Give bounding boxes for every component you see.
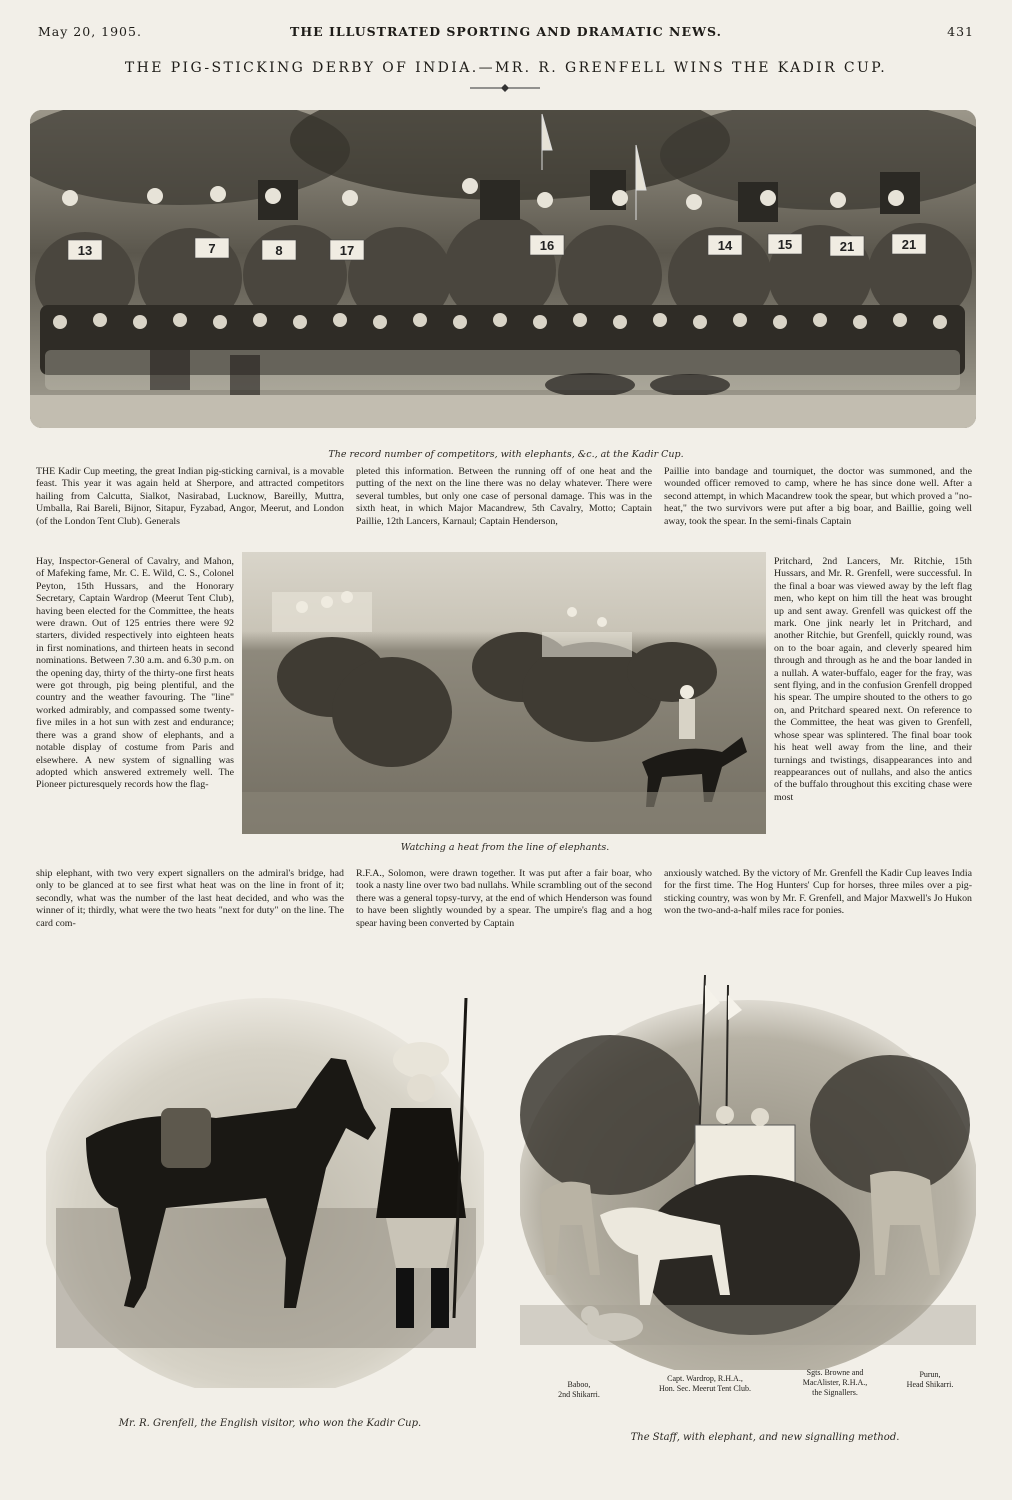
label-line: Head Shikarri. (906, 1380, 954, 1389)
article-col2-top (356, 466, 652, 552)
label-line: Capt. Wardrop, R.H.A., (667, 1374, 743, 1383)
article-text: Pritchard, 2nd Lancers, Mr. Ritchie, 15th Hussars, and Mr. R. Grenfell, were successful. In the final a boar was viewed away by the left flag men, who kept on him till the heat was brought up and sent away. Grenfell was quickest off the mark. One jink nearly let in Pritchard, and another Ritchie, but Grenfell, quickly round, was on to the boar again, and cleverly speared him through and through as he and the boar landed in a nullah. A water-buffalo, eager for the fray, was sent flying, and in the confusion Grenfell dropped his spear. The umpire shouted to the others to go on, and Pritchard speared next. On reference to the Committee, the heat was given to Grenfell, whose spear was splintered. The final boar took his heat well away from the line, and their turnings and twistings, disappearances into and reappearances out of nullahs, and also the antics of the buffalo throughout this exciting chase were most (774, 556, 972, 803)
plaque-number: 16 (539, 238, 555, 253)
article-text: Paillie into bandage and tourniquet, the doctor was summoned, and the wounded officer removed to camp, where he has since done well. After a second attempt, in which Macandrew took the spear, but which proved a "no-heat," the two survivors were put after a big boar, and Baillie, going well away, took the spear. In the semi-finals Captain (664, 466, 972, 527)
title-ornament (470, 84, 540, 92)
staff-label-signallers (780, 1368, 890, 1398)
label-line: Baboo, (567, 1380, 591, 1389)
label-line: Purun, (919, 1370, 941, 1379)
article-text: anxiously watched. By the victory of Mr. Grenfell the Kadir Cup leaves India for the first time. The Hog Hunters' Cup for horses, three miles over a pig-sticking country, was won by Mr. F. Grenfell, and Major Maxwell's Jo Hukon won the two-and-a-half miles race for ponies. (664, 868, 972, 917)
staff-label-baboo (544, 1380, 614, 1400)
plaque-number: 8 (275, 243, 283, 258)
staff-label-wardrop (630, 1374, 780, 1394)
publication-name: THE ILLUSTRATED SPORTING AND DRAMATIC NEWS. (290, 24, 722, 39)
plaque-number: 13 (77, 243, 93, 258)
plaque-number: 14 (717, 238, 733, 253)
plaque-number: 7 (208, 241, 216, 256)
label-line: Sgts. Browne and (806, 1368, 864, 1377)
issue-date: May 20, 1905. (38, 24, 142, 39)
top-photo-caption: The record number of competitors, with elephants, &c., at the Kadir Cup. (328, 449, 684, 460)
article-col1-narrow (36, 556, 234, 868)
bottom-right-caption: The Staff, with elephant, and new signalling method. (630, 1432, 900, 1443)
middle-photo-caption: Watching a heat from the line of elephants. (400, 842, 610, 853)
plaque-number: 21 (839, 239, 855, 254)
plaque-number: 15 (777, 237, 793, 252)
bottom-left-caption: Mr. R. Grenfell, the English visitor, who won the Kadir Cup. (118, 1418, 422, 1429)
article-col3-bottom (664, 868, 972, 948)
plaque-number: 21 (901, 237, 917, 252)
plaque-number: 17 (339, 243, 355, 258)
article-title: THE PIG-STICKING DERBY OF INDIA.—MR. R. GRENFELL WINS THE KADIR CUP. (124, 60, 888, 76)
article-text: THE Kadir Cup meeting, the great Indian pig-sticking carnival, is a movable feast. This year it was again held at Sherpore, and attracted competitors hailing from Calcutta, Sialkot, Nasirabad, Lucknow, Bareilly, Muttra, Umballa, Rai Bareli, Bijnor, Sitapur, Fyzabad, Angor, Meerut, and London (of the London Tent Club). Generals (36, 466, 344, 527)
page-header (38, 24, 974, 46)
heat-photo-elephant-line (242, 552, 766, 834)
grenfell-horse-photo (46, 968, 484, 1388)
label-line: Hon. Sec. Meerut Tent Club. (659, 1384, 751, 1393)
group-photo-elephants (30, 110, 976, 428)
article-text: pleted this information. Between the running off of one heat and the putting of the next on the line there was no delay whatever. There were several tumbles, but only one case of personal damage. This was in the sixth heat, in which Major Macandrew, 5th Cavalry, Motto; Captain Paillie, 12th Lancers, Karnaul; Captain Henderson, (356, 466, 652, 527)
staff-photo (520, 975, 976, 1370)
article-col2-bottom (356, 868, 652, 948)
article-text: ship elephant, with two very expert signallers on the admiral's bridge, had only to be glanced at to see first what heat was on the line in front of it; secondly, what was the number of the last heat decided, and who was the winner of it; thirdly, what were the two heats "next for duty" on the line. The card com- (36, 868, 344, 929)
label-line: the Signallers. (812, 1388, 858, 1397)
article-col3-top (664, 466, 972, 552)
article-col1-bottom (36, 868, 344, 948)
staff-label-purun (890, 1370, 970, 1390)
article-col1-top (36, 466, 344, 552)
article-text: Hay, Inspector-General of Cavalry, and Mahon, of Mafeking fame, Mr. C. E. Wild, C. S., Colonel Peyton, 15th Hussars, and the Honorary Secretary, Captain Wardrop (Meerut Tent Club), having been elected for the Committee, the heats were drawn. Out of 125 entries there were 92 starters, divided respectively into eighteen heats in first nominations, and thirteen heats in second nominations. Between 7.30 a.m. and 6.30 p.m. on the opening day, thirty of the thirty-one first heats were got through, pig being plentiful, and the country and the weather favouring. The "line" worked admirably, and compassed some twenty-five miles in a hot sun with zest and endurance; there was a grand show of elephants, and a notable display of costume from Paris and elsewhere. A new system of signalling was adopted which answered extremely well. The Pioneer picturesquely records how the flag- (36, 556, 234, 791)
page-number: 431 (947, 24, 974, 39)
article-text: R.F.A., Solomon, were drawn together. It was put after a fair boar, who took a nasty line over two bad nullahs. While scrambling out of the second there was a general topsy-turvy, at the end of which Henderson was found to have been slightly wounded by a spear. The umpire's flag and a hog spear having been converted by Captain (356, 868, 652, 929)
article-col3-narrow (774, 556, 972, 868)
label-line: 2nd Shikarri. (558, 1390, 600, 1399)
label-line: MacAlister, R.H.A., (802, 1378, 868, 1387)
